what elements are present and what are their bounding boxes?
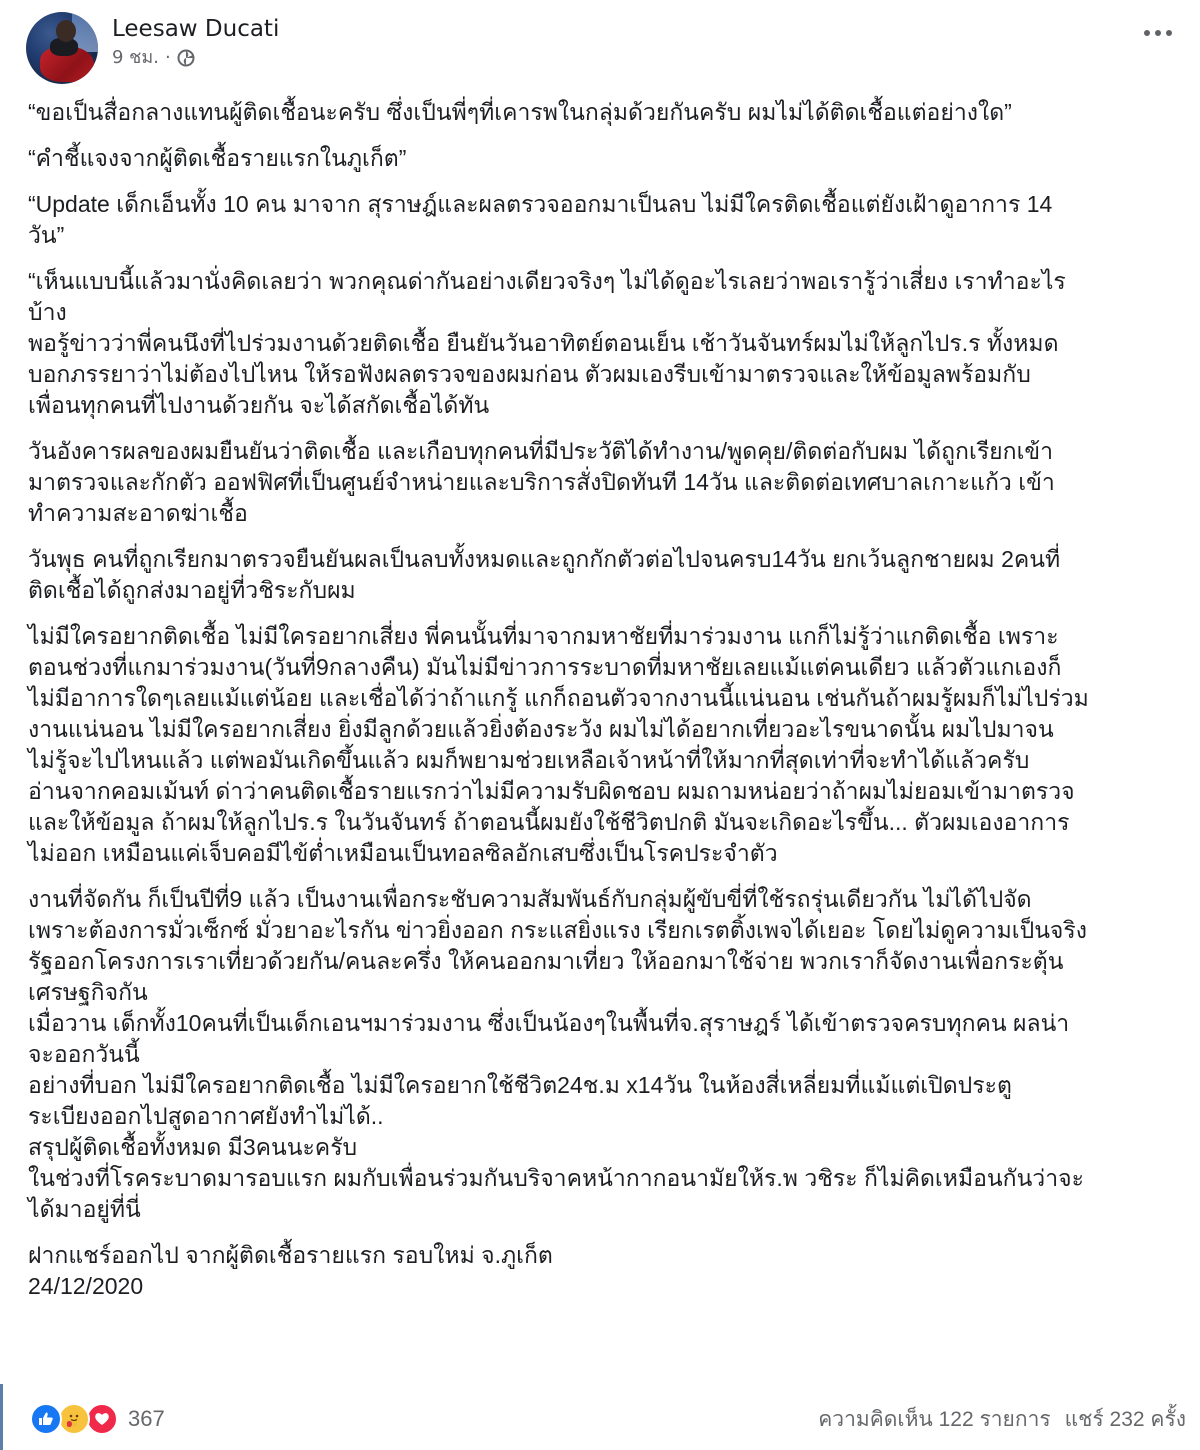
post-text-line: เพื่อนทุกคนที่ไปงานด้วยกัน จะได้สกัดเชื้อได้ทัน bbox=[28, 392, 490, 418]
post-text-line: ได้มาอยู่ที่นี่ bbox=[28, 1196, 141, 1222]
post-paragraph bbox=[28, 266, 1178, 421]
reactions-bar bbox=[30, 1402, 1186, 1436]
post-text-line: งานแน่นอน ไม่มีใครอยากเสี่ยง ยิ่งมีลูกด้วยแล้วยิ่งต้องระวัง ผมไม่ได้อยากเที่ยวอะไรขนาดนั้น ผมไปมาจน bbox=[28, 716, 1054, 742]
post-meta bbox=[112, 46, 279, 70]
post-text-line: “Update เด็กเอ็นทั้ง 10 คน มาจาก สุราษฎ์และผลตรวจออกมาเป็นลบ ไม่มีใครติดเชื้อแต่ยังเฝ้าดูอาการ 14 bbox=[28, 191, 1053, 217]
post-text-line: จะออกวันนี้ bbox=[28, 1041, 140, 1067]
post-text-line: ตอนช่วงที่แกมาร่วมงาน(วันที่9กลางคืน) มันไม่มีข่าวการระบาดที่มหาชัยเลยแม้แต่คนเดียว แล้วตัวแกเองก็ bbox=[28, 654, 1062, 680]
post-text-line: อ่านจากคอมเม้นท์ ด่าว่าคนติดเชื้อรายแรกว่าไม่มีความรับผิดชอบ ผมถามหน่อยว่าถ้าผมไม่ยอมเข้ามาตรวจ bbox=[28, 778, 1075, 804]
post-text-line: ไม่มีอาการใดๆเลยแม้แต่น้อย และเชื่อได้ว่าถ้าแกรู้ แกก็ถอนตัวจากงานนี้แน่นอน เช่นกันถ้าผมรู้ผมก็ไม่ไปร่วม bbox=[28, 685, 1089, 711]
post-paragraph bbox=[28, 1240, 1178, 1302]
post-text-line: มาตรวจและกักตัว ออฟฟิศที่เป็นศูนย์จำหน่ายและบริการสั่งปิดทันที 14วัน และติดต่อเทศบาลเกาะแก้ว เข้า bbox=[28, 469, 1055, 495]
post-paragraph bbox=[28, 143, 1178, 174]
reaction-summary[interactable] bbox=[30, 1403, 165, 1435]
post-paragraph bbox=[28, 97, 1178, 128]
post-text-line: งานที่จัดกัน ก็เป็นปีที่9 แล้ว เป็นงานเพื่อกระชับความสัมพันธ์กับกลุ่มผู้ขับขี่ที่ใช้รถรุ่นเดียวกัน ไม่ได้ไปจัด bbox=[28, 886, 1032, 912]
post-paragraph bbox=[28, 189, 1178, 251]
post-text-line: ทำความสะอาดฆ่าเชื้อ bbox=[28, 500, 248, 526]
engagement-stats bbox=[818, 1403, 1186, 1436]
care-icon bbox=[58, 1403, 90, 1435]
post-text-line: ระเบียงออกไปสูดอากาศยังทำไม่ได้.. bbox=[28, 1103, 384, 1129]
reaction-count: 367 bbox=[128, 1406, 165, 1431]
left-edge-divider bbox=[0, 1384, 3, 1450]
post-text-line: เศรษฐกิจกัน bbox=[28, 979, 148, 1005]
post-time[interactable]: 9 ชม. bbox=[112, 47, 159, 68]
post-text-line: เมื่อวาน เด็กทั้ง10คนที่เป็นเด็กเอนฯมาร่วมงาน ซึ่งเป็นน้องๆในพื้นที่จ.สุราษฎร์ ได้เข้าตรวจครบทุกคน ผลน่า bbox=[28, 1010, 1070, 1036]
post-text-line: บอกภรรยาว่าไม่ต้องไปไหน ให้รอฟังผลตรวจของผมก่อน ตัวผมเองรีบเข้ามาตรวจและให้ข้อมูลพร้อมกับ bbox=[28, 361, 1031, 387]
globe-icon[interactable] bbox=[177, 49, 195, 67]
post-body bbox=[28, 97, 1178, 1317]
post-text-line: ไม่รู้จะไปไหนแล้ว แต่พอมันเกิดขึ้นแล้ว ผมก็พยามช่วยเหลือเจ้าหน้าที่ให้มากที่สุดเท่าที่จะทำได้แล้วครับ bbox=[28, 747, 1030, 773]
avatar[interactable] bbox=[26, 12, 98, 84]
header-text bbox=[112, 12, 279, 70]
post-text-line: และให้ข้อมูล ถ้าผมให้ลูกไปร.ร ในวันจันทร์ ถ้าตอนนี้ผมยังใช้ชีวิตปกติ มันจะเกิดอะไรขึ้น... ตัวผมเองอาการ bbox=[28, 809, 1070, 835]
post-text-line: ติดเชื้อได้ถูกส่งมาอยู่ที่วชิระกับผม bbox=[28, 577, 356, 603]
post-text-line: เพราะต้องการมั่วเซ็กซ์ มั่วยาอะไรกัน ข่าวยิ่งออก กระแสยิ่งแรง เรียกเรตติ้งเพจได้เยอะ โดยไม่ดูความเป็นจริง bbox=[28, 917, 1087, 943]
post-text-line: พอรู้ข่าวว่าพี่คนนึงที่ไปร่วมงานด้วยติดเชื้อ ยืนยันวันอาทิตย์ตอนเย็น เช้าวันจันทร์ผมไม่ให้ลูกไปร.ร ทั้งหมด bbox=[28, 330, 1059, 356]
post-text-line: 24/12/2020 bbox=[28, 1273, 144, 1299]
post-text-line: วันอังคารผลของผมยืนยันว่าติดเชื้อ และเกือบทุกคนที่มีประวัติได้ทำงาน/พูดคุย/ติดต่อกับผม ได้ถูกเรียกเข้า bbox=[28, 438, 1054, 464]
post-text-line: “ขอเป็นสื่อกลางแทนผู้ติดเชื้อนะครับ ซึ่งเป็นพี่ๆที่เคารพในกลุ่มด้วยกันครับ ผมไม่ได้ติดเชื้อแต่อย่างใด” bbox=[28, 99, 1012, 125]
like-icon bbox=[30, 1403, 62, 1435]
post-text-line: ฝากแชร์ออกไป จากผู้ติดเชื้อรายแรก รอบใหม่ จ.ภูเก็ต bbox=[28, 1242, 553, 1268]
meta-separator: · bbox=[164, 47, 171, 68]
post-paragraph bbox=[28, 884, 1178, 1225]
post-text-line: อย่างที่บอก ไม่มีใครอยากติดเชื้อ ไม่มีใครอยากใช้ชีวิต24ช.ม x14วัน ในห้องสี่เหลี่ยมที่แม้แต่เปิดประตู bbox=[28, 1072, 1012, 1098]
post-text-line: รัฐออกโครงการเราเที่ยวด้วยกัน/คนละครึ่ง ให้คนออกมาเที่ยว ให้ออกมาใช้จ่าย พวกเราก็จัดงานเพื่อกระตุ้น bbox=[28, 948, 1064, 974]
more-options-icon[interactable] bbox=[1144, 30, 1172, 36]
post-text-line: “คำชี้แจงจากผู้ติดเชื้อรายแรกในภูเก็ต” bbox=[28, 145, 407, 171]
post-paragraph bbox=[28, 621, 1178, 869]
post-text-line: ไม่ออก เหมือนแค่เจ็บคอมีไข้ต่ำเหมือนเป็นทอลซิลอักเสบซึ่งเป็นโรคประจำตัว bbox=[28, 840, 778, 866]
post-text-line: วันพุธ คนที่ถูกเรียกมาตรวจยืนยันผลเป็นลบทั้งหมดและถูกกักตัวต่อไปจนครบ14วัน ยกเว้นลูกชายผม 2คนที่ bbox=[28, 546, 1061, 572]
post-text-line: สรุปผู้ติดเชื้อทั้งหมด มี3คนนะครับ bbox=[28, 1134, 358, 1160]
post-text-line: วัน” bbox=[28, 222, 65, 248]
comments-count-link[interactable]: ความคิดเห็น 122 รายการ bbox=[818, 1407, 1051, 1431]
shares-count-link[interactable]: แชร์ 232 ครั้ง bbox=[1064, 1407, 1186, 1431]
reaction-icons bbox=[30, 1403, 114, 1435]
post-text-line: ในช่วงที่โรคระบาดมารอบแรก ผมกับเพื่อนร่วมกันบริจาคหน้ากากอนามัยให้ร.พ วชิระ ก็ไม่คิดเหมือนกันว่าจะ bbox=[28, 1165, 1084, 1191]
post-paragraph bbox=[28, 544, 1178, 606]
post-header bbox=[26, 12, 1180, 82]
post-text-line: “เห็นแบบนี้แล้วมานั่งคิดเลยว่า พวกคุณด่ากันอย่างเดียวจริงๆ ไม่ได้ดูอะไรเลยว่าพอเรารู้ว่าเสี่ยง เราทำอะไร bbox=[28, 268, 1066, 294]
post-paragraph bbox=[28, 436, 1178, 529]
author-name[interactable]: Leesaw Ducati bbox=[112, 16, 280, 42]
love-icon bbox=[86, 1403, 118, 1435]
post-text-line: บ้าง bbox=[28, 299, 67, 325]
post-text-line: ไม่มีใครอยากติดเชื้อ ไม่มีใครอยากเสี่ยง พี่คนนั้นที่มาจากมหาชัยที่มาร่วมงาน แกก็ไม่รู้ว่าแกติดเชื้อ เพราะ bbox=[28, 623, 1059, 649]
